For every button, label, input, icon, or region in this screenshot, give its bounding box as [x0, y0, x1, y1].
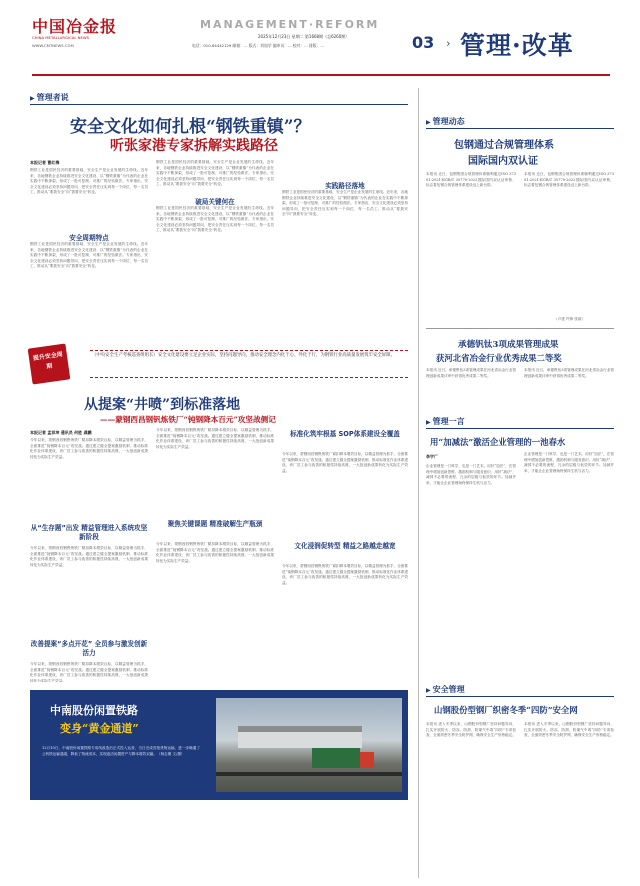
r2-body-a: 本报讯 近日，承德钒钛3项管理成果在河北省冶金行业管理创新成果评审中获得优秀成果二等奖。 — [426, 368, 516, 378]
tag2-rule — [426, 428, 614, 429]
feature-article — [30, 390, 408, 775]
r1-body-b: 本报讯 近日，包钢集团合规管理体系顺利通过ISO 37301:2021和GB/T 35770-2022国际国内双认证审核，标志着包钢合规管理体系建设迈上新台阶。 — [524, 172, 614, 188]
chevron-right-icon: › — [446, 37, 451, 50]
feature-col1c: 今年以来，蒙钢西昌钢钒炼铁厂紧扣降本增效目标，以精益管理为抓手，全面推进“钝钢降本百元”攻坚战。通过建立健全提案激励机制、推动标准化作业体系建设，该厂员工参与改善的积极性持续高涨，一大批创新成果转化为实际生产效益。 — [30, 662, 148, 682]
lead-article — [30, 88, 408, 371]
lead-col1b: 钢铁工业是国民经济的重要基础，安全生产是企业发展的生命线。近年来，各地钢铁企业持续推进安全文化建设，以“钢铁重镇”为代表的企业在实践中不断探索，形成了一批可复制、可推广的经验做法。专家指出，安全文化建设必须坚持问题导向，把安全责任压实到每一个岗位、每一名员工，推动从“要我安全”向“我要安全”转变。 — [30, 242, 148, 269]
warehouse-shape — [238, 726, 362, 748]
newspaper-logo-en: CHINA METALLURGICAL NEWS — [32, 35, 90, 40]
feature-subhead-1: 从“生存题”出发 精益管理进入系统攻坚新阶段 — [30, 524, 148, 541]
truck-shape — [312, 748, 360, 768]
railway-photo — [216, 698, 402, 792]
truck-cab-shape — [360, 752, 374, 768]
lead-col1: 钢铁工业是国民经济的重要基础，安全生产是企业发展的生命线。近年来，各地钢铁企业持续推进安全文化建设，以“钢铁重镇”为代表的企业在实践中不断探索，形成了一批可复制、可推广的经验做法。专家指出，安全文化建设必须坚持问题导向，把安全责任压实到每一个岗位、每一名员工，推动从“要我安全”向“我要安全”转变。 — [30, 168, 148, 195]
r3-body-a: 企业管理是一门科学，也是一门艺术。用好“加法”，在管理中增加创新思维、激励机制与服务意识；用好“减法”，减掉不必要的流程、冗余的层级与低效的环节。加减并举，才能让企业管理始终保持生机与活力。 — [426, 464, 516, 485]
masthead — [0, 0, 640, 80]
page-number: 03 — [412, 33, 435, 52]
photo-story-title-2: 变身“黄金通道” — [60, 722, 139, 735]
r3-body-b: 企业管理是一门科学，也是一门艺术。用好“加法”，在管理中增加创新思维、激励机制与服务意识；用好“减法”，减掉不必要的流程、冗余的层级与低效的环节。加减并举，才能让企业管理始终保持生机与活力。 — [524, 452, 614, 473]
feature-col1a: 今年以来，蒙钢西昌钢钒炼铁厂紧扣降本增效目标，以精益管理为抓手，全面推进“钝钢降本百元”攻坚战。通过建立健全提案激励机制、推动标准化作业体系建设，该厂员工参与改善的积极性持续高涨，一大批创新成果转化为实际生产效益。 — [30, 438, 148, 459]
r1-headline-2: 国际国内双认证 — [468, 156, 538, 167]
column-en: MANAGEMENT·REFORM — [200, 18, 380, 31]
r4-body-a: 本报讯 进入冬季以来，山钢股份型钢厂坚持问题导向，扎实开展防火、防冻、防滑、防煤气中毒“四防”专项检查，全面织密冬季安全防护网，确保安全生产形势稳定。 — [426, 722, 516, 738]
quote-badge — [28, 344, 71, 385]
tag3-rule — [426, 696, 614, 697]
website: WWW.CMTNEWS.COM — [32, 43, 74, 48]
tag1-rule — [426, 128, 614, 129]
photo-story-caption: 12月10日，中南股份闲置铁路专用线改造后正式投入运营，当日完成首批货物运输，进一步畅通了公转铁运输通道，降低了物流成本，实现盘活闲置资产与降本增效双赢。（杨志刚 文/摄） — [42, 746, 200, 756]
section-title: 管理·改革 — [460, 31, 574, 60]
right-column — [426, 88, 614, 882]
lead-headline: 安全文化如何扎根“钢铁重镇”？ — [70, 117, 311, 137]
lead-subhead-1: 安全周期特点 — [69, 234, 109, 242]
pull-quote: （中央安全生产考核巡查组组长）安全文化建设要立足企业实际，坚持问题导向，推动安全理念内化于心、外化于行，为钢铁行业高质量发展筑牢安全屏障。 — [90, 350, 408, 378]
section-tag-management-news: ▶ 管理动态 — [426, 116, 465, 127]
lead-subhead-2: 破局关键何在 — [195, 198, 235, 206]
section-tag-safety: ▶ 安全管理 — [426, 684, 465, 695]
date-line: 2025年12月23日 星期二 第1668期（总6260期） — [258, 34, 350, 39]
r2-rule — [426, 328, 614, 329]
section-tag-management-word: ▶ 管理一言 — [426, 416, 465, 427]
feature-col3b: 今年以来，蒙钢西昌钢钒炼铁厂紧扣降本增效目标，以精益管理为抓手，全面推进“钝钢降本百元”攻坚战。通过建立健全提案激励机制、推动标准化作业体系建设，该厂员工参与改善的积极性持续高涨，一大批创新成果转化为实际生产效益。 — [282, 564, 408, 585]
feature-col1b: 今年以来，蒙钢西昌钢钒炼铁厂紧扣降本增效目标，以精益管理为抓手，全面推进“钝钢降本百元”攻坚战。通过建立健全提案激励机制、推动标准化作业体系建设，该厂员工参与改善的积极性持续高涨，一大批创新成果转化为实际生产效益。 — [30, 546, 148, 567]
feature-subhead-4: 标准化筑牢根基 SOP体系建设全覆盖 — [290, 430, 400, 438]
photo-story — [30, 690, 408, 800]
tag-rule — [30, 104, 408, 105]
feature-byline: 本报记者 孟祥坤 通讯员 何胜 龚鹏 — [30, 430, 92, 435]
newspaper-logo: 中国冶金报 — [32, 17, 118, 36]
r2-headline: 承德钒钛3项成果管理成果 — [458, 340, 559, 350]
r1-headline: 包钢通过合规管理体系 — [454, 140, 554, 151]
lead-subhead-3: 实践路径落地 — [325, 182, 365, 190]
r2-headline-2: 获河北省冶金行业优秀成果二等奖 — [436, 353, 562, 363]
feature-subhead-3: 聚焦关键课题 精准破解生产瓶颈 — [167, 520, 263, 528]
r1-source: （卢建 许锋 张斌） — [554, 317, 586, 321]
staff-line: 电话：010-64442129 邮箱：... 版式：刘加学 编审员：... 校对：... 排版：... — [192, 43, 324, 48]
section-tag-managers-say: ▶ 管理者说 — [30, 92, 69, 103]
feature-col3a: 今年以来，蒙钢西昌钢钒炼铁厂紧扣降本增效目标，以精益管理为抓手，全面推进“钝钢降本百元”攻坚战。通过建立健全提案激励机制、推动标准化作业体系建设，该厂员工参与改善的积极性持续高涨，一大批创新成果转化为实际生产效益。 — [282, 452, 408, 473]
lead-subheadline: 听张家港专家拆解实践路径 — [110, 138, 278, 154]
feature-col2a: 今年以来，蒙钢西昌钢钒炼铁厂紧扣降本增效目标，以精益管理为抓手，全面推进“钝钢降本百元”攻坚战。通过建立健全提案激励机制、推动标准化作业体系建设，该厂员工参与改善的积极性持续高涨，一大批创新成果转化为实际生产效益。 — [156, 428, 274, 449]
r4-body-b: 本报讯 进入冬季以来，山钢股份型钢厂坚持问题导向，扎实开展防火、防冻、防滑、防煤气中毒“四防”专项检查，全面织密冬季安全防护网，确保安全生产形势稳定。 — [524, 722, 614, 738]
photo-story-title: 中南股份闲置铁路 — [50, 704, 138, 717]
feature-headline: 从提案“井喷”到标准落地 — [84, 397, 241, 413]
feature-subhead-2: 改善提案“多点开花” 全员参与激发创新活力 — [30, 640, 148, 657]
lead-col2a: 钢铁工业是国民经济的重要基础，安全生产是企业发展的生命线。近年来，各地钢铁企业持续推进安全文化建设，以“钢铁重镇”为代表的企业在实践中不断探索，形成了一批可复制、可推广的经验做法。专家指出，安全文化建设必须坚持问题导向，把安全责任压实到每一个岗位、每一名员工，推动从“要我安全”向“我要安全”转变。 — [156, 160, 274, 187]
lead-byline: 本报记者 曹红梅 — [30, 160, 60, 165]
rail-track-shape — [216, 772, 402, 776]
r4-headline: 山钢股份型钢厂织密冬季“四防”安全网 — [434, 705, 578, 715]
feature-col2b: 今年以来，蒙钢西昌钢钒炼铁厂紧扣降本增效目标，以精益管理为抓手，全面推进“钝钢降本百元”攻坚战。通过建立健全提案激励机制、推动标准化作业体系建设，该厂员工参与改善的积极性持续高涨，一大批创新成果转化为实际生产效益。 — [156, 542, 274, 563]
r2-body-b: 本报讯 近日，承德钒钛3项管理成果在河北省冶金行业管理创新成果评审中获得优秀成果二等奖。 — [524, 368, 614, 378]
lead-col3: 钢铁工业是国民经济的重要基础，安全生产是企业发展的生命线。近年来，各地钢铁企业持续推进安全文化建设，以“钢铁重镇”为代表的企业在实践中不断探索，形成了一批可复制、可推广的经验做法。专家指出，安全文化建设必须坚持问题导向，把安全责任压实到每一个岗位、每一名员工，推动从“要我安全”向“我要安全”转变。 — [282, 190, 408, 217]
r3-headline: 用“加减法”激活企业管理的一池春水 — [430, 437, 566, 447]
r3-byline: 李宇广 — [426, 454, 438, 459]
feature-subheadline: ——蒙钢西昌钢钒炼铁厂“钝钢降本百元”攻坚战侧记 — [100, 415, 276, 424]
quote-badge-text: 提升安全周期 — [32, 351, 64, 371]
lead-col2: 钢铁工业是国民经济的重要基础，安全生产是企业发展的生命线。近年来，各地钢铁企业持续推进安全文化建设，以“钢铁重镇”为代表的企业在实践中不断探索，形成了一批可复制、可推广的经验做法。专家指出，安全文化建设必须坚持问题导向，把安全责任压实到每一个岗位、每一名员工，推动从“要我安全”向“我要安全”转变。 — [156, 206, 274, 233]
r1-body-a: 本报讯 近日，包钢集团合规管理体系顺利通过ISO 37301:2021和GB/T 35770-2022国际国内双认证审核，标志着包钢合规管理体系建设迈上新台阶。 — [426, 172, 516, 188]
column-divider — [418, 88, 419, 878]
feature-subhead-5: 文化浸润促转型 精益之路越走越宽 — [294, 542, 396, 550]
header-rule — [32, 74, 610, 76]
